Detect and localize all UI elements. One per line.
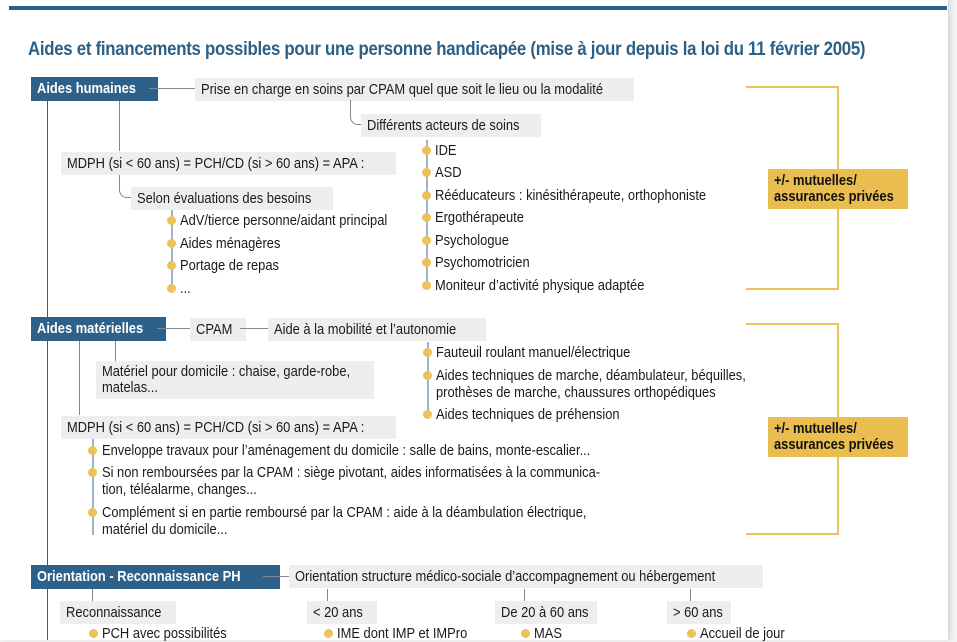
- mutuelles-badge: +/- mutuelles/ assurances privées: [768, 417, 908, 457]
- list-item: IME dont IMP et IMPro: [337, 625, 468, 642]
- connector: [263, 576, 289, 577]
- bullet-dot: [422, 258, 431, 267]
- connector: [157, 328, 191, 329]
- structure-box: Orientation structure médico-sociale d’accompagnement ou hébergement: [289, 565, 763, 588]
- bullet-dot: [167, 261, 176, 270]
- mobilite-box: Aide à la mobilité et l’autonomie: [268, 318, 486, 341]
- bullet-dot: [167, 239, 176, 248]
- connector: [115, 341, 116, 361]
- list-item: Fauteuil roulant manuel/électrique: [436, 344, 631, 361]
- bullet-dot: [167, 216, 176, 225]
- list-item: MAS: [534, 625, 562, 642]
- list-item: Psychologue: [435, 232, 509, 249]
- list-item: Moniteur d’activité physique adaptée: [435, 277, 645, 294]
- plus-60-box: > 60 ans: [667, 601, 731, 624]
- list-item: Portage de repas: [180, 257, 279, 274]
- mdph-box: MDPH (si < 60 ans) = PCH/CD (si > 60 ans) = APA :: [61, 152, 396, 175]
- list-item: Si non remboursées par la CPAM : siège pivotant, aides informatisées à la communica- tion, téléalarme, changes...: [102, 464, 601, 498]
- bracket-line: [746, 288, 839, 290]
- bullet-dot: [423, 410, 432, 419]
- de-20-a-60-box: De 20 à 60 ans: [495, 601, 597, 624]
- connector: [327, 589, 328, 601]
- list-item: Accueil de jour: [700, 625, 785, 642]
- section-header-orientation: Orientation - Reconnaissance PH: [31, 565, 280, 589]
- connector: [79, 341, 80, 415]
- bullet-dot: [88, 446, 97, 455]
- bracket-line: [746, 86, 839, 88]
- acteurs-soins-box: Différents acteurs de soins: [361, 114, 541, 137]
- top-rule: [9, 6, 947, 10]
- bullet-dot: [422, 191, 431, 200]
- bullet-dot: [687, 629, 696, 638]
- cpam-box: CPAM: [190, 318, 246, 341]
- connector: [240, 328, 268, 329]
- list-item: PCH avec possibilités: [102, 625, 227, 642]
- section-header-aides-humaines: Aides humaines: [31, 77, 158, 101]
- connector: [524, 589, 525, 601]
- connector: [149, 88, 195, 89]
- list-item: Aides techniques de préhension: [436, 406, 620, 423]
- bullet-dot: [423, 371, 432, 380]
- list-item: AdV/tierce personne/aidant principal: [180, 212, 388, 229]
- bullet-dot: [422, 213, 431, 222]
- bullet-dot: [88, 468, 97, 477]
- bullet-dot: [89, 629, 98, 638]
- bullet-dot: [167, 284, 176, 293]
- cpam-soins-box: Prise en charge en soins par CPAM quel que soit le lieu ou la modalité: [195, 78, 634, 101]
- mdph-box: MDPH (si < 60 ans) = PCH/CD (si > 60 ans) = APA :: [61, 416, 396, 439]
- bullet-dot: [521, 629, 530, 638]
- section-header-aides-materielles: Aides matérielles: [31, 317, 166, 341]
- bullet-dot: [422, 281, 431, 290]
- bracket-line: [746, 323, 839, 325]
- reconnaissance-box: Reconnaissance: [60, 601, 176, 624]
- besoins-box: Selon évaluations des besoins: [131, 187, 333, 210]
- list-item: Enveloppe travaux pour l’aménagement du domicile : salle de bains, monte-escalier...: [102, 442, 591, 459]
- bullet-dot: [422, 168, 431, 177]
- list-item: IDE: [435, 142, 457, 159]
- mutuelles-badge: +/- mutuelles/ assurances privées: [768, 169, 908, 209]
- page-title: Aides et financements possibles pour une personne handicapée (mise à jour depuis la loi du 11 février 2005): [28, 38, 866, 60]
- bracket-line: [746, 533, 839, 535]
- main-tree-line: [47, 100, 48, 640]
- bullet-dot: [88, 508, 97, 517]
- list-item: Psychomotricien: [435, 254, 530, 271]
- connector: [92, 589, 93, 601]
- list-item: ...: [180, 280, 191, 297]
- list-item: Ergothérapeute: [435, 209, 524, 226]
- bullet-dot: [423, 348, 432, 357]
- list-item: Aides techniques de marche, déambulateur, béquilles, prothèses de marche, chaussures orthopédiques: [436, 367, 746, 401]
- list-item: ASD: [435, 164, 462, 181]
- bullet-dot: [422, 236, 431, 245]
- list-item: Aides ménagères: [180, 235, 281, 252]
- list-item: Complément si en partie remboursé par la CPAM : aide à la déambulation électrique, matériel du domicile...: [102, 504, 587, 538]
- bullet-dot: [422, 146, 431, 155]
- connector: [690, 589, 691, 601]
- list-item: Rééducateurs : kinésithérapeute, orthophoniste: [435, 187, 707, 204]
- moins-20-box: < 20 ans: [307, 601, 377, 624]
- bullet-dot: [324, 629, 333, 638]
- connector: [119, 101, 120, 151]
- domicile-box: Matériel pour domicile : chaise, garde-robe, matelas...: [96, 361, 374, 399]
